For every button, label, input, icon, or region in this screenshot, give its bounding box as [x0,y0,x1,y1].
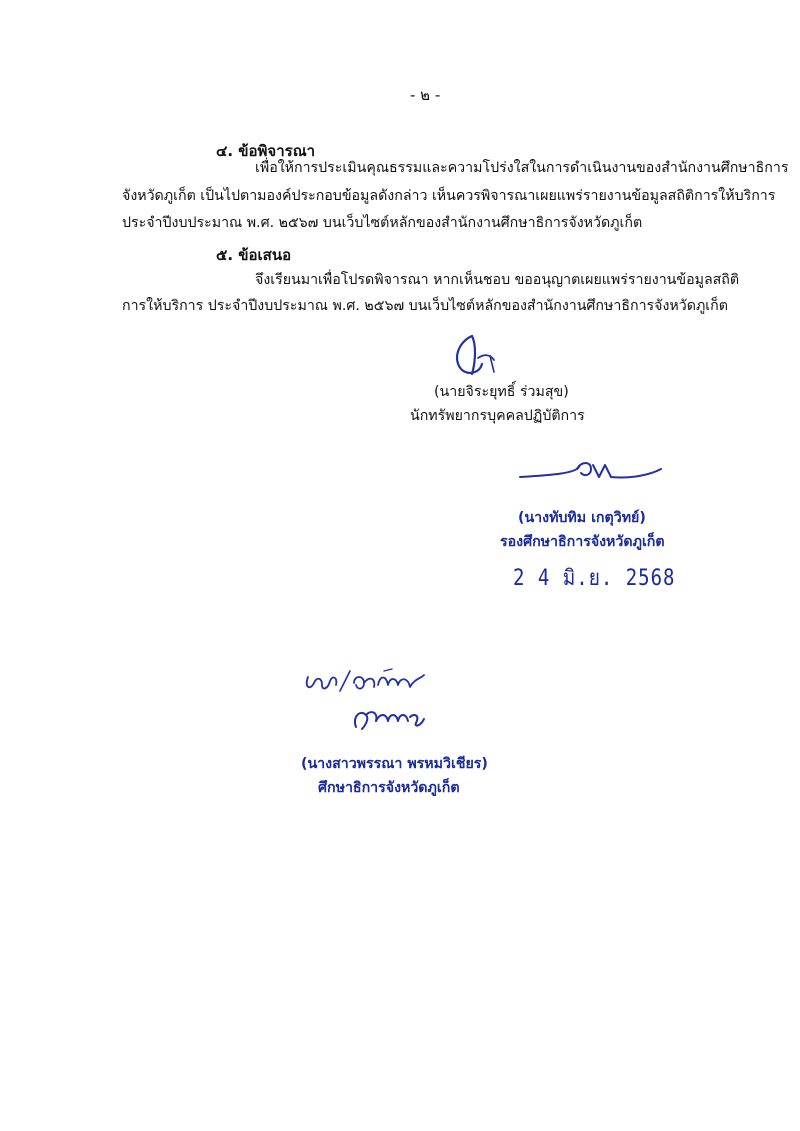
section-5-line-2: การให้บริการ ประจำปีงบประมาณ พ.ศ. ๒๕๖๗ บนเว็บไซต์หลักของสำนักงานศึกษาธิการจังหวัดภูเก็ต [122,298,728,314]
page-number: - ๒ - [410,86,441,104]
signature-1-icon [450,330,520,380]
section-4-line-3: ประจำปีงบประมาณ พ.ศ. ๒๕๖๗ บนเว็บไซต์หลักของสำนักงานศึกษาธิการจังหวัดภูเก็ต [122,215,643,231]
section-4-line-2: จังหวัดภูเก็ต เป็นไปตามองค์ประกอบข้อมูลดังกล่าว เห็นควรพิจารณาเผยแพร่รายงานข้อมูลสถิติการให้บริการ [122,188,776,204]
section-4-line-1: เพื่อให้การประเมินคุณธรรมและความโปร่งใสในการดำเนินงานของสำนักงานศึกษาธิการ [255,160,789,176]
handwritten-approval-note [300,665,430,700]
date-stamp: 2 4 มิ.ย. 2568 [513,565,676,591]
signer-2-position: รองศึกษาธิการจังหวัดภูเก็ต [500,534,665,550]
signature-3-icon [350,705,430,735]
section-5-heading: ๕. ข้อเสนอ [216,246,292,264]
signer-2-name: (นางทับทิม เกตุวิทย์) [518,510,646,526]
signer-1-position: นักทรัพยากรบุคคลปฏิบัติการ [410,408,585,424]
signer-1-name: (นายจิระยุทธิ์ ร่วมสุข) [434,384,569,400]
signer-3-position: ศึกษาธิการจังหวัดภูเก็ต [318,780,460,796]
section-5-line-1: จึงเรียนมาเพื่อโปรดพิจารณา หากเห็นชอบ ขออนุญาตเผยแพร่รายงานข้อมูลสถิติ [255,272,740,288]
section-4-heading: ๔. ข้อพิจารณา [216,142,316,160]
signature-2-icon [515,455,665,490]
signer-3-name: (นางสาวพรรณา พรหมวิเชียร) [301,756,488,772]
